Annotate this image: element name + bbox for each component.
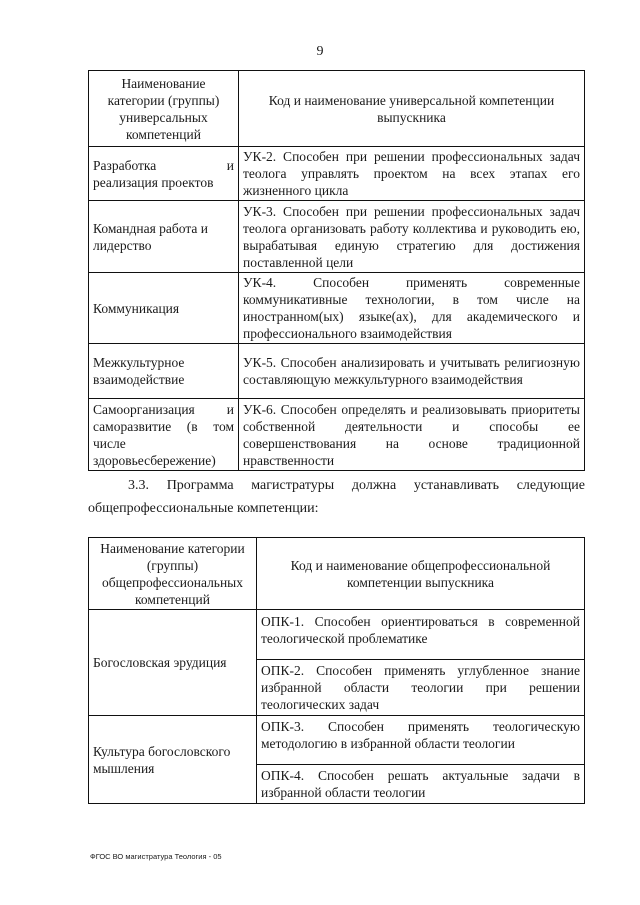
competence-item: ОПК-3. Способен применять теологическую методологию в избранной области теологии	[261, 719, 580, 751]
page-number: 9	[316, 44, 324, 59]
competence-item: ОПК-1. Способен ориентироваться в современной теологической проблематике	[261, 613, 580, 646]
category-cell: Командная работа и лидерство	[89, 201, 239, 273]
competence-cell: УК-3. Способен при решении профессиональных задач теолога организовать работу коллектива и руководить ею, вырабатывая единую стратегию для достижения поставленной цели	[239, 201, 585, 273]
competence-cell: УК-4. Способен применять современные коммуникативные технологии, в том числе на иностранном(ых) языке(ах), для академического и профессионального взаимодействия	[239, 273, 585, 344]
table-row	[89, 344, 585, 399]
competence-item: ОПК-2. Способен применять углубленное знание избранной области теологии при решении теологических задач	[257, 659, 584, 715]
paragraph-line-2: общепрофессиональные компетенции:	[88, 501, 319, 516]
header-category: Наименование категории (группы) общепрофессиональных компетенций	[89, 538, 257, 610]
category-cell: Разработка и реализация проектов	[89, 147, 239, 201]
table-row	[89, 201, 585, 273]
table-row	[89, 610, 585, 716]
universal-competences-table	[88, 70, 585, 471]
category-cell: Богословская эрудиция	[89, 610, 257, 716]
table-row	[89, 147, 585, 201]
table-header-row	[89, 538, 585, 610]
category-cell: Коммуникация	[89, 273, 239, 344]
competence-item: ОПК-4. Способен решать актуальные задачи в избранной области теологии	[257, 764, 584, 803]
category-cell: Самоорганизация и саморазвитие (в том числе здоровьесбережение)	[89, 399, 239, 471]
table-row	[89, 399, 585, 471]
table-row	[89, 273, 585, 344]
table-header-row	[89, 71, 585, 147]
competence-cell: УК-5. Способен анализировать и учитывать религиозную составляющую межкультурного взаимодействия	[239, 344, 585, 399]
header-category: Наименование категории (группы) универсальных компетенций	[89, 71, 239, 147]
table-row	[89, 716, 585, 804]
competence-cell: УК-2. Способен при решении профессиональных задач теолога управлять проектом на всех этапах его жизненного цикла	[239, 147, 585, 201]
paragraph-line-1: 3.3. Программа магистратуры должна устанавливать следующие	[128, 478, 585, 493]
footer-text: ФГОС ВО магистратура Теология - 05	[90, 852, 222, 861]
general-professional-competences-table	[88, 537, 585, 804]
header-competence: Код и наименование универсальной компетенции выпускника	[239, 71, 585, 147]
header-competence: Код и наименование общепрофессиональной компетенции выпускника	[257, 538, 585, 610]
category-cell: Межкультурное взаимодействие	[89, 344, 239, 399]
category-cell: Культура богословского мышления	[89, 716, 257, 804]
competence-cell: УК-6. Способен определять и реализовывать приоритеты собственной деятельности и способы ее совершенствования на основе традиционной нравственности	[239, 399, 585, 471]
paragraph-3-3	[88, 474, 585, 520]
